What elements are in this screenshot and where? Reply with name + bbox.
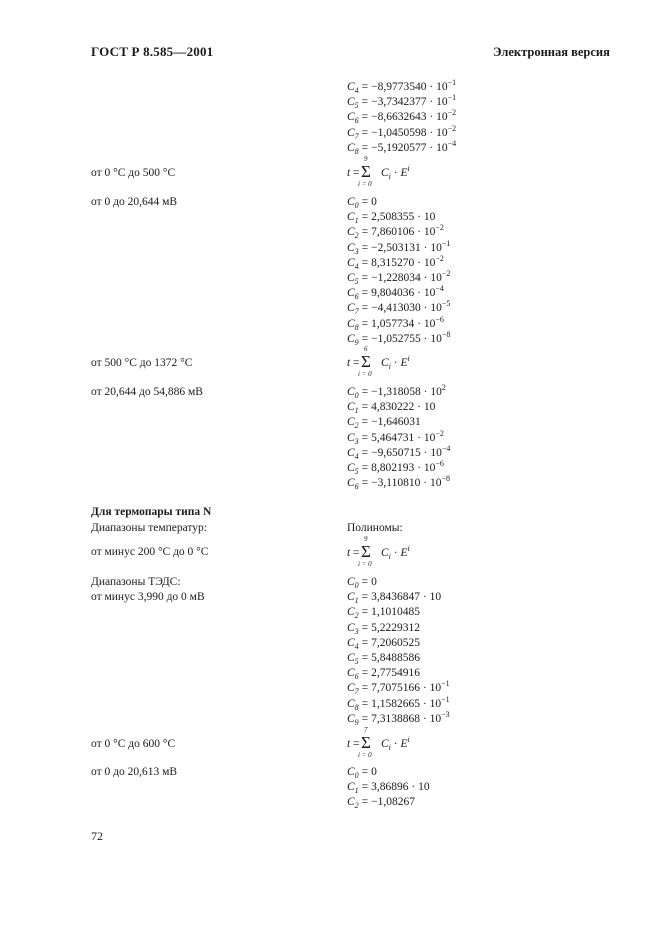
coefficient-symbol: $C_6$: [347, 111, 359, 126]
formula-e: $E^i$: [400, 354, 410, 369]
sum-lower-limit: i = 0: [358, 560, 372, 568]
coefficient-index: 4: [354, 86, 359, 95]
edition-label: Электронная версия: [493, 45, 610, 59]
equals-sign: =: [361, 126, 369, 139]
equals-sign: =: [361, 462, 369, 474]
equals-sign: =: [361, 416, 369, 429]
equals-sign: =: [361, 196, 369, 208]
equals-sign: =: [361, 96, 369, 109]
coefficient-index: 1: [354, 596, 359, 606]
coefficient-row: [347, 636, 420, 650]
coefficient-row: [347, 225, 444, 239]
emf-range: от 0 до 20,613 мВ: [91, 766, 178, 778]
coefficient-symbol: $C_2$: [347, 416, 359, 431]
equals-sign: =: [361, 287, 369, 300]
coefficient-mantissa: −4,413030: [371, 302, 421, 315]
equals-sign: =: [361, 621, 369, 634]
multiply-dot: · 10: [420, 712, 442, 725]
coefficient-row: [347, 329, 451, 347]
coefficient-index: 2: [354, 231, 359, 241]
coefficient-row: [347, 110, 456, 124]
coefficient-symbol: $C_5$: [347, 96, 359, 111]
coefficient-symbol: $C_3$: [347, 431, 359, 446]
equals-sign: =: [361, 332, 369, 345]
coefficient-row: [347, 780, 430, 794]
coefficient-symbol: $C_2$: [347, 606, 359, 621]
formula-body: [381, 164, 410, 181]
coefficient-mantissa: −9,650715: [371, 446, 421, 459]
formula-t: t: [347, 167, 351, 179]
coefficient-index: 6: [354, 116, 359, 126]
coefficient-mantissa: 4,830222: [371, 401, 415, 414]
coefficient-exponent: −5: [441, 299, 451, 309]
coefficient-exponent: −2: [435, 253, 444, 263]
coefficient-index: 2: [354, 801, 359, 811]
coefficient-mantissa: −5,1920577: [371, 141, 427, 154]
coefficient-mantissa: 5,8488586: [371, 652, 421, 664]
coefficient-mantissa: 1,1010485: [371, 606, 421, 619]
coefficient-exponent: −2: [435, 223, 444, 233]
equals-sign: =: [361, 636, 369, 649]
sigma-symbol: Σ: [361, 542, 371, 561]
coefficient-mantissa: 0: [371, 196, 377, 208]
coefficient-symbol: $C_8$: [347, 317, 359, 332]
coefficient-mantissa: 2,508355: [371, 211, 415, 224]
coefficient-symbol: $C_2$: [347, 796, 359, 811]
coefficient-index: 7: [354, 307, 359, 317]
coefficient-row: [347, 286, 444, 300]
equals-sign: =: [361, 111, 369, 124]
coefficient-index: 0: [354, 391, 359, 400]
coefficient-exponent: −8: [441, 329, 451, 339]
formula-e: $E^i$: [400, 544, 410, 559]
coefficient-mantissa: 2,7754916: [371, 667, 421, 680]
formula-c: $C_i$: [381, 357, 391, 371]
coefficient-row: [347, 123, 457, 141]
coefficient-mantissa: −8,9773540: [371, 81, 427, 93]
coefficient-factor: · 10: [408, 781, 430, 794]
coefficient-mantissa: −3,110810: [371, 477, 421, 490]
multiply-dot: · 10: [414, 287, 436, 300]
equals-sign: =: [361, 81, 369, 93]
coefficient-mantissa: −3,7342377: [371, 96, 427, 109]
coefficient-row: [347, 314, 444, 332]
coefficient-symbol: $C_6$: [347, 287, 359, 302]
coefficient-row: [347, 210, 435, 224]
equals-sign: =: [361, 477, 369, 490]
equals-sign: =: [361, 446, 369, 459]
equals-sign: =: [361, 697, 369, 710]
multiply-dot: · 10: [414, 431, 436, 444]
formula-equals: =: [353, 547, 360, 559]
coefficient-mantissa: 3,8436847: [371, 591, 421, 604]
coefficient-mantissa: −1,646031: [371, 416, 421, 429]
coefficient-exponent: −2: [447, 108, 457, 118]
coefficient-row: [347, 95, 456, 109]
coefficient-row: [347, 666, 420, 680]
multiply-dot: · 10: [420, 477, 442, 490]
coefficient-row: [347, 765, 377, 779]
coefficient-exponent: 2: [441, 383, 446, 392]
coefficient-index: 0: [354, 201, 359, 210]
formula-equals: =: [353, 357, 360, 369]
coefficient-row: [347, 621, 420, 635]
coefficient-row: [347, 138, 457, 156]
formula-c: $C_i$: [381, 738, 391, 752]
coefficient-row: [347, 271, 450, 285]
coefficient-symbol: $C_4$: [347, 256, 359, 271]
equals-sign: =: [361, 712, 369, 725]
equals-sign: =: [361, 141, 369, 154]
formula-dot: ·: [390, 167, 401, 179]
formula-e: $E^i$: [400, 164, 410, 179]
formula-t: t: [347, 547, 351, 559]
coefficient-index: 8: [354, 702, 359, 712]
coefficient-exponent: −1: [447, 78, 457, 87]
polynomial-formula: [347, 726, 467, 759]
temperature-range: от 0 °С до 500 °С: [91, 167, 176, 179]
temperature-range: от 500 °С до 1372 °С: [91, 357, 193, 369]
coefficient-symbol: $C_0$: [347, 196, 359, 210]
coefficient-exponent: −4: [441, 443, 451, 453]
coefficient-exponent: −1: [441, 679, 450, 689]
coefficient-factor: · 10: [414, 211, 436, 224]
formula-body: [381, 735, 410, 752]
coefficient-symbol: $C_6$: [347, 477, 359, 492]
coefficient-mantissa: 5,464731: [371, 431, 415, 444]
formula-c: $C_i$: [381, 167, 391, 181]
coefficient-symbol: $C_5$: [347, 652, 359, 666]
sum-lower-limit: i = 0: [358, 751, 372, 759]
coefficient-mantissa: 7,2060525: [371, 636, 421, 649]
multiply-dot: · 10: [414, 256, 436, 269]
emf-range: от 20,644 до 54,886 мВ: [91, 386, 203, 398]
multiply-dot: · 10: [420, 446, 442, 459]
coefficient-index: 2: [354, 421, 359, 431]
coefficient-index: 1: [354, 406, 359, 416]
coefficient-index: 0: [354, 581, 359, 590]
multiply-dot: · 10: [426, 126, 448, 139]
coefficient-symbol: $C_7$: [347, 302, 359, 317]
coefficient-factor: · 10: [414, 401, 436, 414]
coefficient-index: 6: [354, 292, 359, 302]
multiply-dot: · 10: [426, 141, 448, 154]
coefficient-row: [347, 795, 415, 809]
coefficient-symbol: $C_1$: [347, 401, 359, 416]
polynomial-formula: [347, 535, 467, 568]
coefficient-mantissa: −1,0450598: [371, 126, 427, 139]
coefficient-symbol: $C_5$: [347, 272, 359, 286]
multiply-dot: · 10: [420, 272, 442, 284]
multiply-dot: · 10: [420, 682, 442, 695]
coefficient-symbol: $C_9$: [347, 332, 359, 347]
formula-c: $C_i$: [381, 547, 391, 561]
coefficient-index: 6: [354, 482, 359, 492]
equals-sign: =: [361, 781, 369, 794]
formula-e-power: i: [407, 354, 410, 363]
equals-sign: =: [361, 591, 369, 604]
coefficient-exponent: −8: [441, 474, 450, 484]
coefficient-symbol: $C_7$: [347, 682, 359, 697]
coefficient-row: [347, 428, 444, 446]
formula-c-index: i: [388, 552, 391, 561]
equals-sign: =: [361, 386, 369, 398]
multiply-dot: · 10: [420, 241, 442, 254]
emf-range: от минус 3,990 до 0 мВ: [91, 591, 205, 603]
coefficient-index: 6: [354, 672, 359, 682]
coefficient-row: [347, 195, 377, 209]
equals-sign: =: [361, 226, 369, 239]
formula-c-index: i: [388, 743, 391, 752]
coefficient-index: 9: [354, 717, 359, 727]
coefficient-row: [347, 385, 446, 399]
coefficient-row: [347, 709, 450, 727]
coefficient-symbol: $C_8$: [347, 697, 359, 712]
temperature-ranges-label: Диапазоны температур:: [91, 522, 207, 534]
equals-sign: =: [361, 241, 369, 254]
multiply-dot: · 10: [426, 96, 448, 109]
coefficient-symbol: $C_0$: [347, 766, 359, 780]
coefficient-mantissa: 3,86896: [371, 781, 409, 794]
formula-e: $E^i$: [400, 735, 410, 750]
coefficient-mantissa: 7,3138868: [371, 712, 421, 725]
coefficient-exponent: −4: [435, 284, 444, 294]
coefficient-row: [347, 575, 377, 589]
coefficient-index: 8: [354, 322, 359, 332]
equals-sign: =: [361, 211, 369, 224]
coefficient-mantissa: −1,228034: [371, 272, 421, 284]
multiply-dot: · 10: [414, 226, 436, 239]
sum-lower-limit: i = 0: [358, 180, 372, 188]
coefficient-exponent: −6: [435, 459, 444, 468]
coefficient-symbol: $C_2$: [347, 226, 359, 241]
coefficient-mantissa: 8,315270: [371, 256, 415, 269]
formula-t: t: [347, 738, 351, 750]
coefficient-row: [347, 301, 450, 315]
polynomials-label: Полиномы:: [347, 522, 403, 534]
sigma-symbol: Σ: [361, 352, 371, 371]
emf-range: от 0 до 20,644 мВ: [91, 196, 178, 208]
coefficient-mantissa: 9,804036: [371, 287, 415, 300]
coefficient-symbol: $C_1$: [347, 591, 359, 606]
coefficient-row: [347, 681, 450, 695]
coefficient-index: 2: [354, 611, 359, 621]
formula-e-power: i: [407, 544, 410, 553]
coefficient-index: 0: [354, 771, 359, 780]
polynomial-formula: [347, 155, 467, 188]
sigma-symbol: Σ: [361, 733, 371, 752]
equals-sign: =: [361, 317, 369, 330]
coefficient-index: 3: [354, 626, 359, 636]
coefficient-symbol: $C_0$: [347, 576, 359, 590]
equals-sign: =: [361, 667, 369, 680]
coefficient-index: 3: [354, 436, 359, 446]
coefficient-mantissa: −1,052755: [371, 332, 421, 345]
formula-c-index: i: [388, 172, 391, 181]
coefficient-index: 4: [354, 641, 359, 651]
coefficient-factor: · 10: [420, 591, 442, 604]
coefficient-symbol: $C_6$: [347, 667, 359, 682]
coefficient-mantissa: 5,2229312: [371, 621, 421, 634]
equals-sign: =: [361, 431, 369, 444]
coefficient-exponent: −2: [447, 123, 457, 133]
coefficient-symbol: $C_7$: [347, 126, 359, 141]
multiply-dot: · 10: [420, 697, 442, 710]
page-number: 72: [91, 829, 103, 843]
sum-upper-limit: 6: [364, 345, 368, 353]
coefficient-index: 1: [354, 216, 359, 226]
equals-sign: =: [361, 766, 369, 778]
coefficient-index: 3: [354, 246, 359, 256]
sum-upper-limit: 7: [364, 726, 368, 734]
coefficient-exponent: −6: [435, 314, 444, 324]
multiply-dot: · 10: [414, 462, 436, 474]
equals-sign: =: [361, 652, 369, 664]
coefficient-row: [347, 694, 450, 712]
sum-upper-limit: 9: [364, 155, 368, 163]
formula-dot: ·: [390, 547, 401, 559]
coefficient-row: [347, 238, 451, 256]
coefficient-index: 7: [354, 687, 359, 697]
formula-body: [381, 354, 410, 371]
coefficient-index: 5: [354, 101, 359, 111]
coefficient-row: [347, 461, 444, 475]
equals-sign: =: [361, 576, 369, 588]
formula-dot: ·: [390, 357, 401, 369]
coefficient-row: [347, 605, 420, 619]
coefficient-mantissa: −2,503131: [371, 241, 421, 254]
coefficient-symbol: $C_3$: [347, 241, 359, 256]
formula-dot: ·: [390, 738, 401, 750]
coefficient-exponent: −1: [441, 238, 451, 248]
section-title: Для термопары типа N: [91, 506, 212, 518]
multiply-dot: · 10: [420, 332, 442, 345]
multiply-dot: · 10: [426, 111, 448, 124]
coefficient-mantissa: 1,057734: [371, 317, 415, 330]
coefficient-symbol: $C_4$: [347, 636, 359, 651]
equals-sign: =: [361, 272, 369, 284]
equals-sign: =: [361, 401, 369, 414]
coefficient-symbol: $C_4$: [347, 446, 359, 461]
coefficient-row: [347, 80, 456, 94]
multiply-dot: · 10: [414, 317, 436, 330]
polynomial-formula: [347, 345, 467, 378]
equals-sign: =: [361, 256, 369, 269]
document-id: ГОСТ Р 8.585—2001: [91, 44, 214, 59]
coefficient-index: 8: [354, 146, 359, 156]
coefficient-exponent: −1: [441, 694, 450, 704]
equals-sign: =: [361, 302, 369, 315]
coefficient-row: [347, 590, 441, 604]
coefficient-index: 4: [354, 261, 359, 271]
coefficient-mantissa: 0: [371, 766, 377, 778]
formula-body: [381, 544, 410, 561]
coefficient-mantissa: −1,318058: [371, 386, 421, 398]
coefficient-symbol: $C_1$: [347, 211, 359, 226]
coefficient-exponent: −3: [441, 709, 450, 719]
coefficient-row: [347, 443, 451, 461]
coefficient-row: [347, 400, 435, 414]
coefficient-symbol: $C_8$: [347, 141, 359, 156]
coefficient-symbol: $C_5$: [347, 462, 359, 476]
coefficient-index: 1: [354, 786, 359, 796]
coefficient-index: 5: [354, 657, 359, 666]
sigma-symbol: Σ: [361, 162, 371, 181]
formula-t: t: [347, 357, 351, 369]
coefficient-exponent: −4: [447, 138, 457, 148]
coefficient-exponent: −1: [447, 93, 457, 103]
coefficient-mantissa: 7,860106: [371, 226, 415, 239]
temperature-range: от 0 °С до 600 °С: [91, 738, 176, 750]
sum-upper-limit: 9: [364, 535, 368, 543]
sum-lower-limit: i = 0: [358, 370, 372, 378]
coefficient-symbol: $C_4$: [347, 81, 359, 95]
formula-equals: =: [353, 738, 360, 750]
coefficient-index: 7: [354, 131, 359, 141]
coefficient-exponent: −2: [435, 428, 444, 438]
formula-c-index: i: [388, 362, 391, 371]
coefficient-mantissa: −8,6632643: [371, 111, 427, 124]
coefficient-row: [347, 651, 420, 665]
emf-ranges-label: Диапазоны ТЭДС:: [91, 576, 181, 588]
coefficient-exponent: −2: [441, 269, 451, 278]
coefficient-index: 5: [354, 277, 359, 286]
coefficient-mantissa: 7,7075166: [371, 682, 421, 695]
coefficient-mantissa: 8,802193: [371, 462, 415, 474]
coefficient-symbol: $C_0$: [347, 386, 359, 400]
equals-sign: =: [361, 606, 369, 619]
coefficient-mantissa: 0: [371, 576, 377, 588]
coefficient-index: 5: [354, 467, 359, 476]
formula-e-power: i: [407, 735, 410, 744]
formula-equals: =: [353, 167, 360, 179]
coefficient-row: [347, 415, 421, 429]
coefficient-index: 4: [354, 451, 359, 461]
coefficient-symbol: $C_1$: [347, 781, 359, 796]
coefficient-symbol: $C_3$: [347, 621, 359, 636]
multiply-dot: · 10: [420, 302, 442, 315]
temperature-range: от минус 200 °С до 0 °С: [91, 546, 209, 558]
coefficient-mantissa: 1,1582665: [371, 697, 421, 710]
coefficient-mantissa: −1,08267: [371, 796, 416, 809]
formula-e-power: i: [407, 164, 410, 173]
coefficient-row: [347, 476, 450, 490]
equals-sign: =: [361, 796, 369, 809]
coefficient-row: [347, 253, 444, 271]
coefficient-symbol: $C_9$: [347, 712, 359, 727]
coefficient-index: 9: [354, 337, 359, 347]
equals-sign: =: [361, 682, 369, 695]
multiply-dot: · 10: [426, 81, 448, 93]
multiply-dot: · 10: [420, 386, 442, 398]
